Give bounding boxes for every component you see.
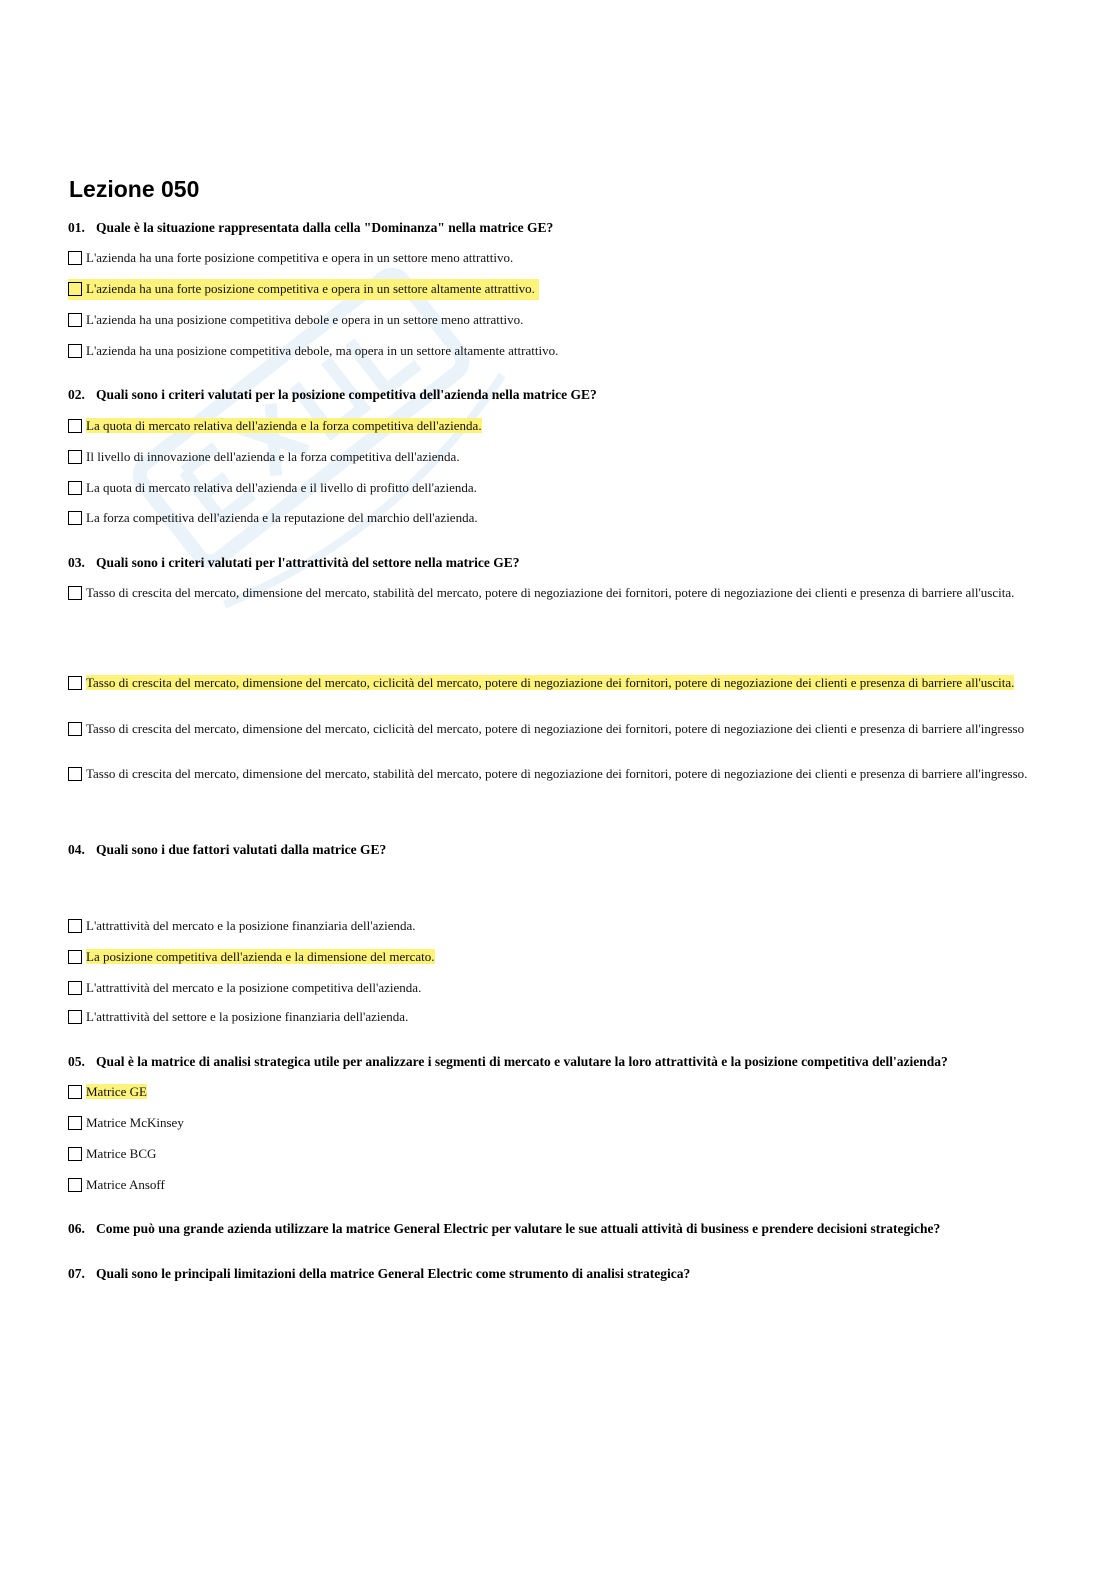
- checkbox[interactable]: [68, 251, 82, 265]
- answer-option-highlighted[interactable]: L'azienda ha una forte posizione competitiva e opera in un settore altamente attrattivo.: [68, 280, 1088, 297]
- page-title: Lezione 050: [69, 176, 200, 202]
- question-07: 07. Quali sono le principali limitazioni della matrice General Electric come strumento di analisi strategica?: [68, 1266, 691, 1281]
- answer-option[interactable]: Il livello di innovazione dell'azienda e la forza competitiva dell'azienda.: [68, 448, 1088, 465]
- question-02: 02. Quali sono i criteri valutati per la posizione competitiva dell'azienda nella matrice GE?: [68, 387, 597, 402]
- answer-option[interactable]: L'azienda ha una posizione competitiva debole, ma opera in un settore altamente attrattivo.: [68, 342, 1088, 359]
- checkbox[interactable]: [68, 950, 82, 964]
- checkbox[interactable]: [68, 450, 82, 464]
- answer-option[interactable]: La quota di mercato relativa dell'azienda e il livello di profitto dell'azienda.: [68, 479, 1088, 496]
- checkbox[interactable]: [68, 1147, 82, 1161]
- answer-option[interactable]: Tasso di crescita del mercato, dimensione del mercato, ciclicità del mercato, potere di negoziazione dei fornitori, potere di negoziazione dei clienti e presenza di barriere all'ingresso: [68, 720, 1033, 737]
- checkbox[interactable]: [68, 313, 82, 327]
- answer-option[interactable]: L'azienda ha una posizione competitiva debole e opera in un settore meno attrattivo.: [68, 311, 1088, 328]
- answer-option[interactable]: L'attrattività del mercato e la posizione finanziaria dell'azienda.: [68, 917, 1088, 934]
- answer-option[interactable]: Tasso di crescita del mercato, dimensione del mercato, stabilità del mercato, potere di negoziazione dei fornitori, potere di negoziazione dei clienti e presenza di barriere all'ingresso.: [68, 765, 1033, 782]
- answer-option[interactable]: Matrice McKinsey: [68, 1114, 1088, 1131]
- answer-option[interactable]: Matrice BCG: [68, 1145, 1088, 1162]
- checkbox[interactable]: [68, 1116, 82, 1130]
- answer-option-highlighted[interactable]: Tasso di crescita del mercato, dimensione del mercato, ciclicità del mercato, potere di negoziazione dei fornitori, potere di negoziazione dei clienti e presenza di barriere all'uscita.: [68, 674, 1033, 691]
- checkbox[interactable]: [68, 722, 82, 736]
- question-04: 04. Quali sono i due fattori valutati dalla matrice GE?: [68, 842, 387, 857]
- question-06: 06. Come può una grande azienda utilizzare la matrice General Electric per valutare le sue attuali attività di business e prendere decisioni strategiche?: [68, 1221, 941, 1236]
- checkbox[interactable]: [68, 981, 82, 995]
- answer-option[interactable]: L'azienda ha una forte posizione competitiva e opera in un settore meno attrattivo.: [68, 249, 1088, 266]
- answer-option[interactable]: La forza competitiva dell'azienda e la reputazione del marchio dell'azienda.: [68, 509, 1088, 526]
- answer-option-highlighted[interactable]: La posizione competitiva dell'azienda e la dimensione del mercato.: [68, 948, 1088, 965]
- checkbox[interactable]: [68, 767, 82, 781]
- checkbox[interactable]: [68, 282, 82, 296]
- checkbox[interactable]: [68, 1010, 82, 1024]
- checkbox[interactable]: [68, 1085, 82, 1099]
- question-01: 01. Quale è la situazione rappresentata dalla cella "Dominanza" nella matrice GE?: [68, 220, 554, 235]
- checkbox[interactable]: [68, 1178, 82, 1192]
- checkbox[interactable]: [68, 344, 82, 358]
- answer-option[interactable]: L'attrattività del settore e la posizione finanziaria dell'azienda.: [68, 1008, 1088, 1025]
- checkbox[interactable]: [68, 586, 82, 600]
- question-05: 05. Qual è la matrice di analisi strategica utile per analizzare i segmenti di mercato e valutare la loro attrattività e la posizione competitiva dell'azienda?: [68, 1054, 948, 1069]
- answer-option[interactable]: Tasso di crescita del mercato, dimensione del mercato, stabilità del mercato, potere di negoziazione dei fornitori, potere di negoziazione dei clienti e presenza di barriere all'uscita.: [68, 584, 1098, 601]
- checkbox[interactable]: [68, 676, 82, 690]
- checkbox[interactable]: [68, 511, 82, 525]
- answer-option-highlighted[interactable]: Matrice GE: [68, 1083, 1088, 1100]
- answer-option[interactable]: L'attrattività del mercato e la posizione competitiva dell'azienda.: [68, 979, 1088, 996]
- answer-option-highlighted[interactable]: La quota di mercato relativa dell'azienda e la forza competitiva dell'azienda.: [68, 417, 1088, 434]
- question-03: 03. Quali sono i criteri valutati per l'attrattività del settore nella matrice GE?: [68, 555, 520, 570]
- answer-option[interactable]: Matrice Ansoff: [68, 1176, 1088, 1193]
- checkbox[interactable]: [68, 419, 82, 433]
- checkbox[interactable]: [68, 919, 82, 933]
- checkbox[interactable]: [68, 481, 82, 495]
